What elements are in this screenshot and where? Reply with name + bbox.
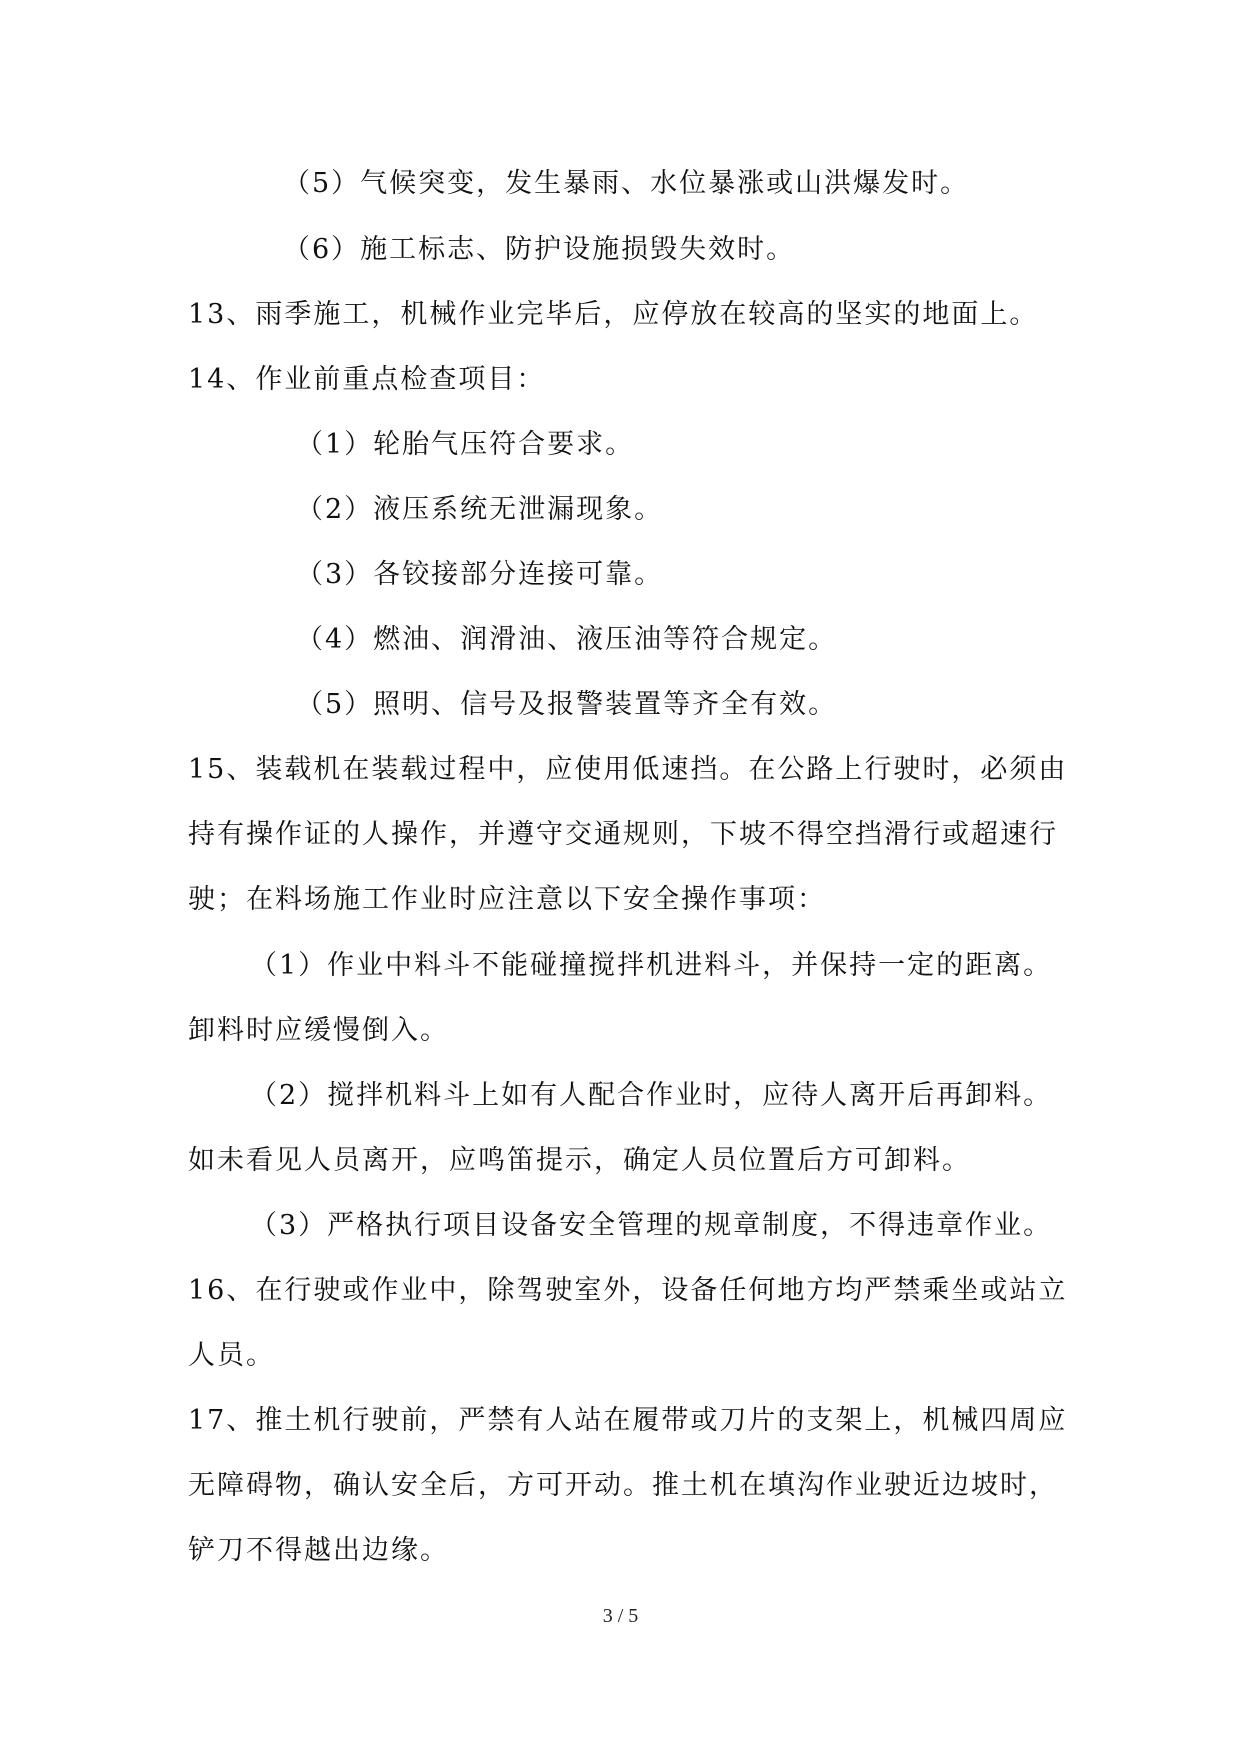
text-line: （2）搅拌机料斗上如有人配合作业时，应待人离开后再卸料。 xyxy=(250,1080,1053,1111)
text-line: 13、雨季施工，机械作业完毕后，应停放在较高的坚实的地面上。 xyxy=(188,299,1039,330)
text-line: 持有操作证的人操作，并遵守交通规则，下坡不得空挡滑行或超速行 xyxy=(188,819,1058,850)
text-line: （5）照明、信号及报警装置等齐全有效。 xyxy=(296,689,838,720)
text-line: 15、装载机在装载过程中，应使用低速挡。在公路上行驶时，必须由 xyxy=(188,754,1068,785)
text-line: 驶；在料场施工作业时应注意以下安全操作事项： xyxy=(188,884,826,915)
text-line: 如未看见人员离开，应鸣笛提示，确定人员位置后方可卸料。 xyxy=(188,1145,971,1176)
text-line: （6）施工标志、防护设施损毁失效时。 xyxy=(283,234,796,265)
text-line: （2）液压系统无泄漏现象。 xyxy=(296,494,664,525)
text-line: 人员。 xyxy=(188,1340,275,1371)
text-line: （1）作业中料斗不能碰撞搅拌机进料斗，并保持一定的距离。 xyxy=(250,950,1053,981)
text-line: 卸料时应缓慢倒入。 xyxy=(188,1015,449,1046)
text-line: （3）严格执行项目设备安全管理的规章制度，不得违章作业。 xyxy=(250,1210,1053,1241)
page-number: 3 / 5 xyxy=(602,1605,639,1627)
text-line: 14、作业前重点检查项目： xyxy=(188,364,546,395)
text-line: （1）轮胎气压符合要求。 xyxy=(296,429,635,460)
text-line: （5）气候突变，发生暴雨、水位暴涨或山洪爆发时。 xyxy=(283,168,970,199)
text-line: （4）燃油、润滑油、液压油等符合规定。 xyxy=(296,624,838,655)
text-line: （3）各铰接部分连接可靠。 xyxy=(296,559,664,590)
text-line: 16、在行驶或作业中，除驾驶室外，设备任何地方均严禁乘坐或站立 xyxy=(188,1275,1068,1306)
text-line: 铲刀不得越出边缘。 xyxy=(188,1535,449,1566)
text-line: 17、推土机行驶前，严禁有人站在履带或刀片的支架上，机械四周应 xyxy=(188,1405,1068,1436)
text-line: 无障碍物，确认安全后，方可开动。推土机在填沟作业驶近边坡时， xyxy=(188,1470,1058,1501)
